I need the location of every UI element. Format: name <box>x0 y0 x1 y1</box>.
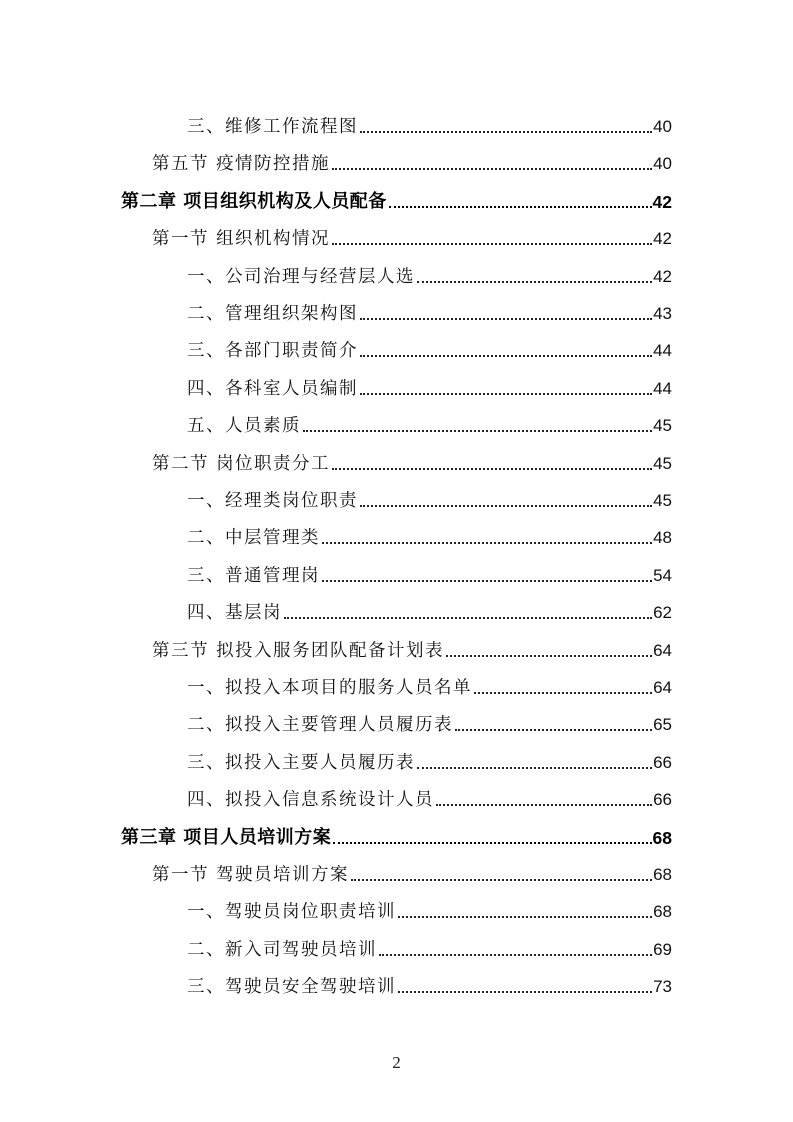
toc-entry-title: 四、拟投入信息系统设计人员 <box>187 790 434 811</box>
dot-leader <box>351 878 652 881</box>
toc-entry-page: 45 <box>653 416 672 436</box>
toc-entry-page: 68 <box>653 902 672 922</box>
toc-entry-page: 44 <box>653 341 672 361</box>
dot-leader <box>360 354 652 357</box>
toc-entry[interactable] <box>152 213 672 250</box>
toc-entry-title: 五、人员素质 <box>187 416 301 437</box>
toc-entry[interactable] <box>187 400 672 437</box>
dot-leader <box>398 990 652 993</box>
toc-entry-title: 三、普通管理岗 <box>187 565 320 586</box>
dot-leader <box>332 167 652 170</box>
dot-leader <box>417 280 652 283</box>
toc-entry[interactable] <box>152 438 672 475</box>
toc-entry-page: 62 <box>653 603 672 623</box>
toc-entry-page: 40 <box>653 117 672 136</box>
dot-leader <box>322 579 652 582</box>
toc-entry-page: 65 <box>653 715 672 735</box>
dot-leader <box>332 242 652 245</box>
dot-leader <box>379 953 652 956</box>
toc-entry-page: 42 <box>652 191 672 212</box>
toc-entry-title: 四、各科室人员编制 <box>187 378 358 399</box>
toc-entry-title: 第二节 岗位职责分工 <box>152 453 331 474</box>
toc-entry-title: 第三节 拟投入服务团队配备计划表 <box>152 640 445 661</box>
toc-entry[interactable] <box>187 662 672 699</box>
toc-entry-title: 三、驾驶员安全驾驶培训 <box>187 977 396 998</box>
toc-entry-page: 48 <box>653 528 672 548</box>
toc-entry[interactable] <box>187 961 672 998</box>
toc-entry-page: 44 <box>653 378 672 398</box>
toc-entry-title: 二、中层管理类 <box>187 528 320 549</box>
toc-chapter-entry[interactable] <box>121 176 672 213</box>
toc-entry[interactable] <box>187 475 672 512</box>
toc-entry[interactable] <box>187 737 672 774</box>
dot-leader <box>360 317 652 320</box>
toc-entry-page: 73 <box>653 977 672 997</box>
toc-entry-title: 二、拟投入主要管理人员履历表 <box>187 715 453 736</box>
toc-entry-title: 三、拟投入主要人员履历表 <box>187 752 415 773</box>
dot-leader <box>389 205 652 208</box>
toc-entry-title: 第五节 疫情防控措施 <box>152 154 331 175</box>
dot-leader <box>284 616 652 619</box>
toc-entry-page: 42 <box>653 229 672 249</box>
toc-entry-page: 40 <box>653 154 672 174</box>
toc-entry-title: 第三章 项目人员培训方案 <box>121 826 332 848</box>
toc-entry-page: 69 <box>653 939 672 959</box>
toc-entry[interactable] <box>187 101 672 138</box>
toc-entry-title: 三、各部门职责简介 <box>187 341 358 362</box>
dot-leader <box>417 766 652 769</box>
toc-entry[interactable] <box>152 849 672 886</box>
toc-chapter-entry[interactable] <box>121 812 672 849</box>
toc-entry-page: 64 <box>653 678 672 697</box>
toc-entry-title: 四、基层岗 <box>187 603 282 624</box>
toc-entry-page: 43 <box>653 304 672 323</box>
toc-entry-title: 二、新入司驾驶员培训 <box>187 939 377 960</box>
toc-entry[interactable] <box>187 363 672 400</box>
dot-leader <box>455 728 652 731</box>
page-number: 2 <box>392 1053 401 1072</box>
toc-entry-title: 二、管理组织架构图 <box>187 304 358 324</box>
toc-entry-title: 一、公司治理与经营层人选 <box>187 266 415 287</box>
toc-entry[interactable] <box>187 512 672 549</box>
dot-leader <box>322 541 652 544</box>
toc-entry[interactable] <box>187 288 672 325</box>
dot-leader <box>360 392 652 395</box>
toc-entry-title: 第一节 驾驶员培训方案 <box>152 865 350 885</box>
dot-leader <box>360 130 652 133</box>
toc-entry-page: 42 <box>653 266 672 286</box>
toc-entry[interactable] <box>187 550 672 587</box>
toc-entry-page: 45 <box>653 491 672 510</box>
toc-entry[interactable] <box>187 699 672 736</box>
toc-entry[interactable] <box>152 138 672 175</box>
toc-entry-title: 一、经理类岗位职责 <box>187 491 358 511</box>
dot-leader <box>332 467 652 470</box>
dot-leader <box>474 691 652 694</box>
toc-entry-page: 68 <box>652 827 672 848</box>
dot-leader <box>303 429 652 432</box>
toc-entry[interactable] <box>187 587 672 624</box>
toc-entry-page: 64 <box>653 640 672 660</box>
dot-leader <box>436 803 652 806</box>
toc-entry-title: 第一节 组织机构情况 <box>152 229 331 250</box>
dot-leader <box>446 654 652 657</box>
dot-leader <box>360 504 652 507</box>
toc-entry-page: 66 <box>653 790 672 810</box>
toc-entry[interactable] <box>187 774 672 811</box>
toc-entry[interactable] <box>187 924 672 961</box>
dot-leader <box>333 841 651 844</box>
toc-entry[interactable] <box>152 625 672 662</box>
toc-entry-page: 66 <box>653 752 672 772</box>
toc-entry-title: 一、拟投入本项目的服务人员名单 <box>187 678 472 698</box>
toc-entry[interactable] <box>187 886 672 923</box>
toc-entry-page: 54 <box>653 565 672 585</box>
toc-entry[interactable] <box>187 325 672 362</box>
toc-entry-page: 45 <box>653 453 672 473</box>
toc-entry-title: 第二章 项目组织机构及人员配备 <box>121 190 387 212</box>
dot-leader <box>398 915 652 918</box>
toc-entry-title: 三、维修工作流程图 <box>187 117 358 137</box>
toc-entry[interactable] <box>187 251 672 288</box>
toc-entry-page: 68 <box>653 865 672 884</box>
toc-entry-title: 一、驾驶员岗位职责培训 <box>187 902 396 923</box>
